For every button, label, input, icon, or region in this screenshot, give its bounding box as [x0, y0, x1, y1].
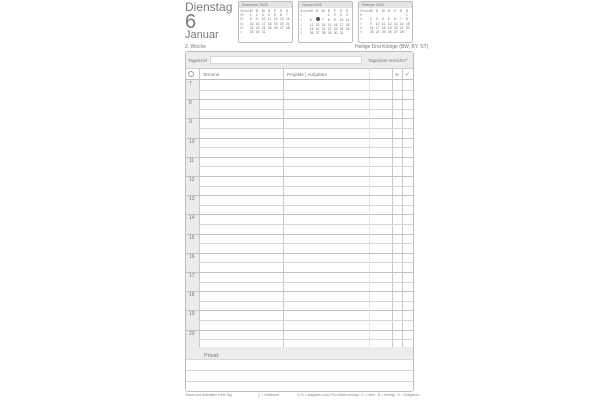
calendar-day: 3	[375, 17, 378, 22]
hour-label: 7	[189, 81, 192, 87]
calendar-day: 25	[381, 30, 386, 35]
calendar-day: 8	[249, 17, 252, 22]
hour-divider	[186, 234, 413, 235]
private-band	[186, 347, 413, 359]
calendar-day: 30	[333, 31, 338, 36]
calendar-day: 24	[375, 30, 380, 35]
hour-divider	[186, 176, 413, 177]
calendar-day: D	[387, 9, 391, 13]
calendar-day: D	[267, 9, 271, 13]
month: Januar	[185, 29, 219, 41]
goal-label: Tagesziel	[188, 58, 208, 63]
calendar-day: 16	[255, 21, 260, 26]
footer-middle: ∑ = Zeitbedarf	[258, 393, 279, 397]
calendar-day: 7	[285, 13, 288, 18]
calendar-day: 7	[399, 17, 402, 22]
holiday-note: Heilige Drei Könige (BW, BY, ST)	[355, 44, 429, 50]
calendar-day: D	[315, 9, 319, 13]
hour-divider	[186, 99, 413, 100]
hour-divider	[186, 195, 413, 196]
divider	[283, 69, 284, 347]
mini-calendar-grid	[300, 9, 352, 35]
calendar-day: 24	[261, 25, 266, 30]
week-number: Woche	[240, 9, 250, 13]
calendar-day: 19	[273, 21, 278, 26]
mini-calendar-grid	[360, 9, 412, 34]
calendar-day: 14	[399, 21, 404, 26]
calendar-day: 19	[387, 25, 392, 30]
half-hour-divider	[199, 109, 413, 110]
hour-label: 19	[189, 311, 195, 318]
calendar-day: 23	[369, 30, 374, 35]
mini-calendar-december	[238, 1, 293, 43]
calendar-day: 28	[399, 30, 404, 35]
calendar-day: 10	[261, 17, 266, 22]
selected-day-marker	[316, 17, 320, 21]
calendar-day: 26	[387, 30, 392, 35]
week-number: 6	[360, 17, 362, 22]
calendar-day: 4	[267, 13, 270, 18]
column-check: ✓	[405, 72, 411, 78]
column-appointments: Termine	[203, 72, 220, 77]
half-hour-divider	[199, 147, 413, 148]
calendar-day: 18	[345, 22, 350, 27]
calendar-day: 25	[267, 25, 272, 30]
mini-calendar-grid	[240, 9, 292, 34]
check-icon[interactable]: ✓	[405, 57, 410, 63]
calendar-day: 23	[333, 26, 338, 31]
column-projects: Projekte | Aufgaben	[287, 72, 328, 77]
calendar-day: 16	[369, 25, 374, 30]
calendar-day: 9	[333, 17, 336, 22]
calendar-day: 11	[345, 17, 350, 22]
divider	[199, 69, 200, 347]
calendar-day: 16	[333, 22, 338, 27]
calendar-day: 12	[309, 22, 314, 27]
calendar-day: 8	[405, 17, 408, 22]
calendar-day: 15	[405, 21, 410, 26]
calendar-day: S	[279, 9, 283, 13]
week-number: 4	[300, 26, 302, 31]
calendar-day: 7	[321, 17, 324, 22]
divider	[186, 370, 413, 371]
half-hour-divider	[199, 282, 413, 283]
hour-label: 13	[189, 196, 195, 203]
calendar-day: 5	[273, 13, 276, 18]
week-number: 8	[360, 25, 362, 30]
week-number: 1	[240, 30, 242, 35]
calendar-day: M	[321, 9, 325, 13]
week-number: 5	[300, 31, 302, 36]
calendar-day: S	[345, 9, 349, 13]
calendar-day: 23	[255, 25, 260, 30]
hour-label: 16	[189, 253, 195, 260]
divider	[392, 69, 393, 347]
week-number: 9	[360, 30, 362, 35]
calendar-day: 3	[339, 13, 342, 18]
hour-label: 15	[189, 234, 195, 241]
calendar-day: 24	[339, 26, 344, 31]
calendar-day: 31	[339, 31, 344, 36]
week-number: 50	[240, 17, 244, 22]
calendar-day: 25	[345, 26, 350, 31]
calendar-day: 4	[381, 17, 384, 22]
calendar-day: 14	[285, 17, 290, 22]
calendar-day: 12	[387, 21, 392, 26]
calendar-day: 20	[315, 26, 320, 31]
private-label: Privat:	[204, 353, 220, 359]
hour-label: 14	[189, 215, 195, 222]
calendar-day: 28	[321, 31, 326, 36]
half-hour-divider	[199, 205, 413, 206]
half-hour-divider	[199, 186, 413, 187]
calendar-day: F	[273, 9, 276, 13]
calendar-day: 17	[261, 21, 266, 26]
hour-divider	[186, 272, 413, 273]
hour-label: 8	[189, 100, 192, 107]
calendar-day: 9	[255, 17, 258, 22]
calendar-day: 22	[405, 25, 410, 30]
divider	[402, 69, 403, 347]
calendar-day: 14	[321, 22, 326, 27]
calendar-day: F	[393, 9, 396, 13]
week-number: 52	[240, 25, 244, 30]
calendar-day: 5	[387, 17, 390, 22]
calendar-day: 13	[279, 17, 284, 22]
half-hour-divider	[199, 243, 413, 244]
week-number: 51	[240, 21, 244, 26]
calendar-day: F	[333, 9, 336, 13]
calendar-day: 3	[261, 13, 264, 18]
half-hour-divider	[199, 320, 413, 321]
calendar-day: 6	[279, 13, 282, 18]
calendar-day: 27	[393, 30, 398, 35]
calendar-day: 2	[255, 13, 258, 18]
calendar-day: 4	[345, 13, 348, 18]
half-hour-divider	[199, 90, 413, 91]
calendar-day: 15	[327, 22, 332, 27]
hour-label: 11	[189, 157, 195, 164]
week-number: 5	[360, 13, 362, 18]
calendar-day: M	[249, 9, 253, 13]
calendar-day: 15	[249, 21, 254, 26]
calendar-day: 31	[261, 30, 266, 35]
hour-divider	[186, 118, 413, 119]
mini-calendar-title: Dezember 2025	[239, 2, 292, 8]
hour-label: 9	[189, 119, 192, 126]
calendar-day: 26	[273, 25, 278, 30]
calendar-day: 8	[327, 17, 330, 22]
calendar-day: 2	[369, 17, 372, 22]
calendar-day: 5	[309, 17, 312, 22]
calendar-day: 22	[249, 25, 254, 30]
calendar-day: S	[405, 9, 409, 13]
calendar-day: 6	[393, 17, 396, 22]
calendar-day: M	[309, 9, 313, 13]
half-hour-divider	[199, 262, 413, 263]
calendar-day: 20	[393, 25, 398, 30]
mini-calendar-title: Januar 2026	[299, 2, 352, 8]
weekday: Dienstag	[185, 0, 233, 14]
week-number: 1	[300, 13, 302, 18]
hour-divider	[186, 291, 413, 292]
calendar-day: 11	[267, 17, 272, 22]
calendar-day: 10	[339, 17, 344, 22]
goal-done-label: Tagesziel erreicht?	[368, 58, 407, 63]
calendar-day: 30	[255, 30, 260, 35]
footer-left: Teams und Aktivitäten Freie Tag	[185, 393, 232, 397]
hour-divider	[186, 330, 413, 331]
calendar-day: M	[369, 9, 373, 13]
divider	[369, 69, 370, 347]
hour-label: 12	[189, 177, 195, 183]
calendar-day	[346, 31, 352, 35]
calendar-day: 22	[327, 26, 332, 31]
calendar-day: 26	[309, 31, 314, 36]
calendar-day: M	[261, 9, 265, 13]
calendar-day: D	[255, 9, 259, 13]
mini-calendar-title: Februar 2026	[359, 2, 412, 8]
week-label: 2. Woche	[185, 44, 207, 50]
half-hour-divider	[199, 128, 413, 129]
calendar-day: 21	[399, 25, 404, 30]
half-hour-divider	[199, 301, 413, 302]
calendar-day: 20	[279, 21, 284, 26]
week-number: 3	[300, 22, 302, 27]
week-number: Woche	[300, 9, 310, 13]
calendar-day: 18	[381, 25, 386, 30]
hour-label: 20	[189, 330, 195, 337]
calendar-day: 17	[375, 25, 380, 30]
calendar-day: 13	[393, 21, 398, 26]
half-hour-divider	[199, 166, 413, 167]
calendar-day	[286, 30, 292, 34]
footer-right: 1) % = Aufgaben (sub) Prio Nichts erledigt · D = offen · B = erledigt · D = Delegieren	[297, 393, 420, 397]
calendar-day: 10	[375, 21, 380, 26]
hour-label: 18	[189, 292, 195, 299]
calendar-day: 27	[315, 31, 320, 36]
calendar-day: 1	[405, 13, 408, 18]
calendar-day: S	[399, 9, 403, 13]
divider	[186, 359, 413, 360]
week-number: 2	[300, 17, 302, 22]
calendar-day: 1	[327, 13, 330, 18]
calendar-day: 2	[333, 13, 336, 18]
goal-input[interactable]	[210, 56, 362, 64]
half-hour-divider	[199, 339, 413, 340]
hour-label: 10	[189, 138, 195, 145]
calendar-day: 28	[285, 25, 290, 30]
calendar-day: 12	[273, 17, 278, 22]
calendar-day: 18	[267, 21, 272, 26]
calendar-day: 21	[285, 21, 290, 26]
calendar-day	[406, 30, 412, 34]
calendar-day: 13	[315, 22, 320, 27]
half-hour-divider	[199, 224, 413, 225]
calendar-day: 19	[309, 26, 314, 31]
calendar-day: 11	[381, 21, 386, 26]
mini-calendar-january	[298, 1, 353, 43]
clock-icon	[188, 71, 194, 77]
hour-divider	[186, 253, 413, 254]
hour-label: 17	[189, 273, 195, 279]
calendar-day: 29	[249, 30, 254, 35]
mini-calendar-february	[358, 1, 413, 43]
hour-divider	[186, 138, 413, 139]
planner-frame	[185, 51, 414, 392]
week-number: 7	[360, 21, 362, 26]
calendar-day: S	[339, 9, 343, 13]
calendar-day: 21	[321, 26, 326, 31]
hour-divider	[186, 214, 413, 215]
hour-divider	[186, 310, 413, 311]
calendar-day: 29	[327, 31, 332, 36]
calendar-day: S	[285, 9, 289, 13]
day-number: 6	[185, 11, 197, 33]
divider	[186, 381, 413, 382]
calendar-day: M	[381, 9, 385, 13]
week-number: 49	[240, 13, 244, 18]
calendar-day: 1	[249, 13, 252, 18]
calendar-day: 27	[279, 25, 284, 30]
column-percent: %	[395, 72, 400, 77]
calendar-day: D	[327, 9, 331, 13]
calendar-day: 9	[369, 21, 372, 26]
calendar-day: 17	[339, 22, 344, 27]
week-number: Woche	[360, 9, 370, 13]
calendar-day: D	[375, 9, 379, 13]
hour-divider	[186, 157, 413, 158]
